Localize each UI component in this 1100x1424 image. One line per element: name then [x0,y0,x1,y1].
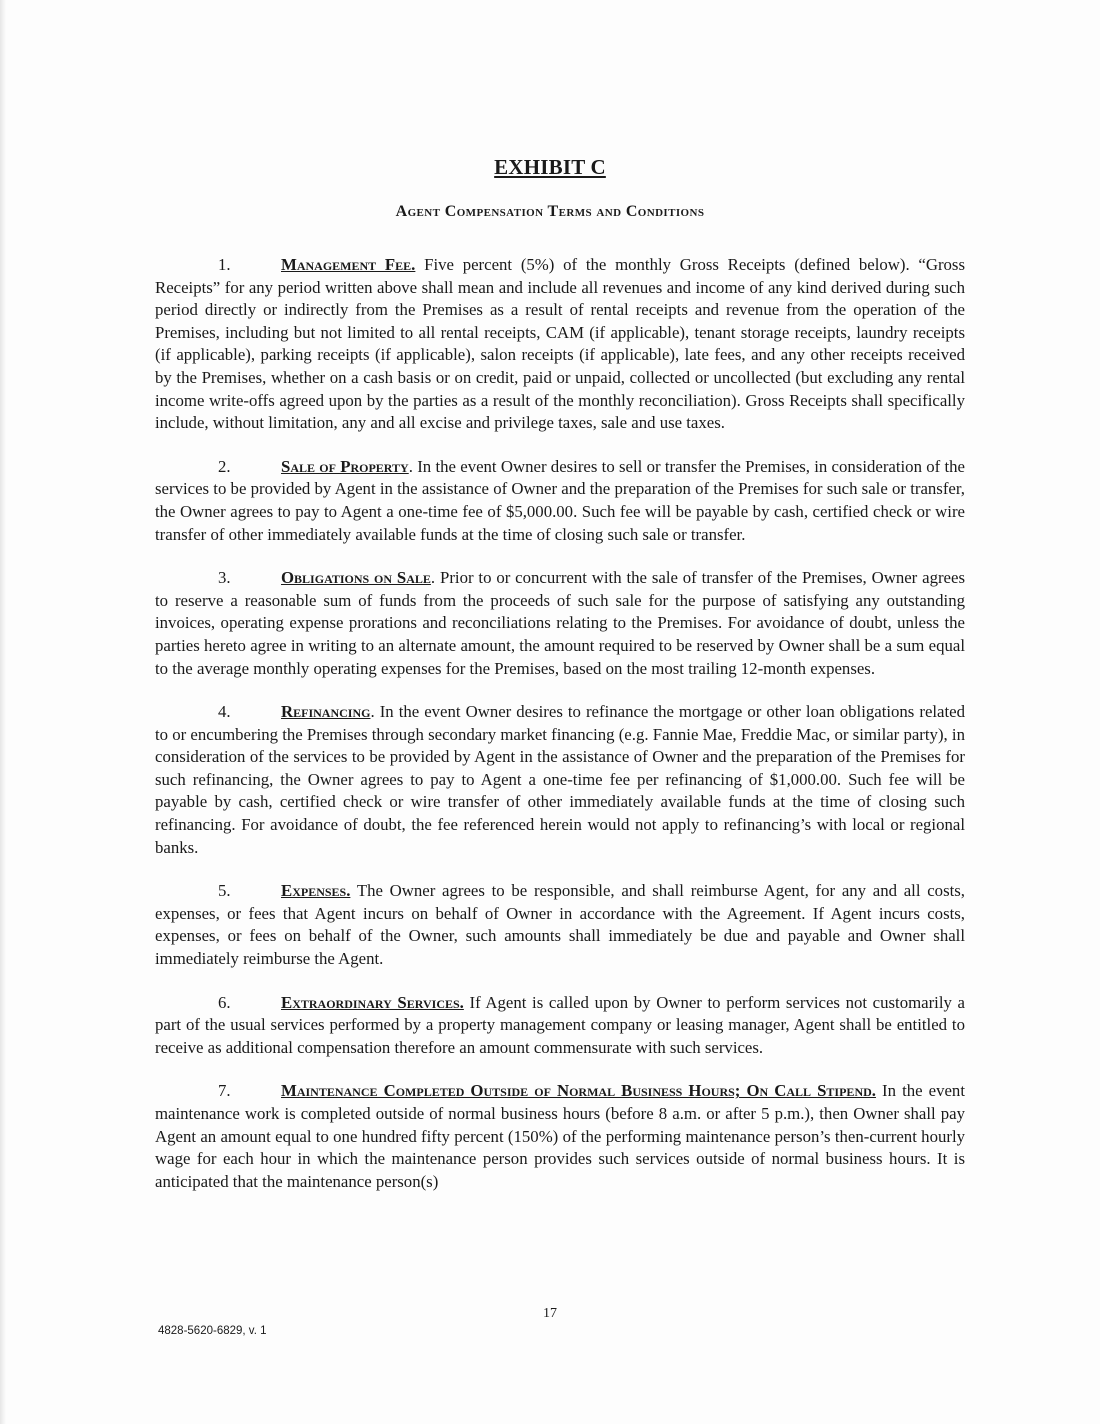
section-text: In the event maintenance work is completed outside of normal business hours (before 8 a.m. or after 5 p.m.), then Owner shall pay Agent an amount equal to one hundred fifty percent (150%) of the performing maintenance person’s then-current hourly wage for each hour in which the maintenance person provides such services outside of normal business hours. It is anticipated that the maintenance person(s) [155,1081,965,1191]
section-2 [155,456,965,546]
section-heading: Sale of Property [281,456,409,476]
page-number: 17 [543,1306,557,1321]
section-heading: Extraordinary Services. [281,992,464,1012]
section-3 [155,567,965,680]
section-4 [155,701,965,859]
section-heading: Expenses. [281,881,351,901]
section-heading: Maintenance Completed Outside of Normal Business Hours; On Call Stipend. [281,1081,876,1101]
exhibit-title: EXHIBIT C [494,155,606,179]
section-text: The Owner agrees to be responsible, and shall reimburse Agent, for any and all costs, expenses, or fees that Agent incurs on behalf of Owner in accordance with the Agreement. If Agent incurs costs, expenses, or fees on behalf of the Owner, such amounts shall immediately be due and payable and Owner shall immediately reimburse the Agent. [155,881,965,969]
section-text: . In the event Owner desires to refinance the mortgage or other loan obligations related to or encumbering the Premises through secondary market financing (e.g. Fannie Mae, Freddie Mac, or similar party), in consideration of the services to be provided by Agent in the assistance of Owner and the preparation of the Premises for such refinancing, the Owner agrees to pay to Agent a one-time fee per refinancing of $1,000.00. Such fee will be payable by cash, certified check or wire transfer of other immediately available funds at the time of closing such refinancing. For avoidance of doubt, the fee referenced herein would not apply to refinancing’s with local or regional banks. [155,702,965,857]
section-heading: Obligations on Sale [281,568,431,588]
section-number: 6. [218,992,231,1012]
section-1 [155,254,965,435]
section-number: 7. [218,1081,231,1101]
section-number: 5. [218,881,231,901]
section-text: If Agent is called upon by Owner to perform services not customarily a part of the usual services performed by a property management company or leasing manager, Agent shall be entitled to receive as additional compensation therefore an amount commensurate with such services. [155,992,965,1057]
section-text: . Prior to or concurrent with the sale of transfer of the Premises, Owner agrees to reserve a reasonable sum of funds from the proceeds of such sale for the purpose of satisfying any outstanding invoices, operating expense prorations and reconciliations relating to the Premises. For avoidance of doubt, unless the parties hereto agree in writing to an alternate amount, the amount required to be reserved by Owner shall be a sum equal to the average monthly operating expenses for the Premises, based on the most trailing 12-month expenses. [155,568,965,678]
section-text: . In the event Owner desires to sell or transfer the Premises, in consideration of the services to be provided by Agent in the assistance of Owner and the preparation of the Premises for such sale or transfer, the Owner agrees to pay to Agent a one-time fee of $5,000.00. Such fee will be payable by cash, certified check or wire transfer of other immediately available funds at the time of closing such sale or transfer. [155,456,965,544]
section-7 [155,1080,965,1193]
section-heading: Refinancing [281,702,371,722]
section-text: Five percent (5%) of the monthly Gross Receipts (defined below). “Gross Receipts” for any period written above shall mean and include all revenues and income of any kind derived during such period directly or indirectly from the Premises as a result of rental receipts and revenue from the operation of the Premises, including but not limited to all rental receipts, CAM (if applicable), tenant storage receipts, laundry receipts (if applicable), parking receipts (if applicable), salon receipts (if applicable), late fees, and any other receipts received by the Premises, whether on a cash basis or on credit, paid or unpaid, collected or uncollected (but excluding any rental income write-offs agreed upon by the parties as a result of the monthly reconciliation). Gross Receipts shall specifically include, without limitation, any and all excise and privilege taxes, sale and use taxes. [155,255,965,433]
document-id: 4828-5620-6829, v. 1 [158,1325,267,1337]
document-body [155,254,965,1214]
section-heading: Management Fee. [281,255,416,274]
exhibit-subtitle: Agent Compensation Terms and Conditions [395,203,705,220]
section-number: 4. [218,702,231,722]
section-5 [155,880,965,970]
section-number: 1. [218,255,231,274]
section-number: 3. [218,568,231,588]
section-6 [155,992,965,1060]
section-number: 2. [218,456,231,476]
